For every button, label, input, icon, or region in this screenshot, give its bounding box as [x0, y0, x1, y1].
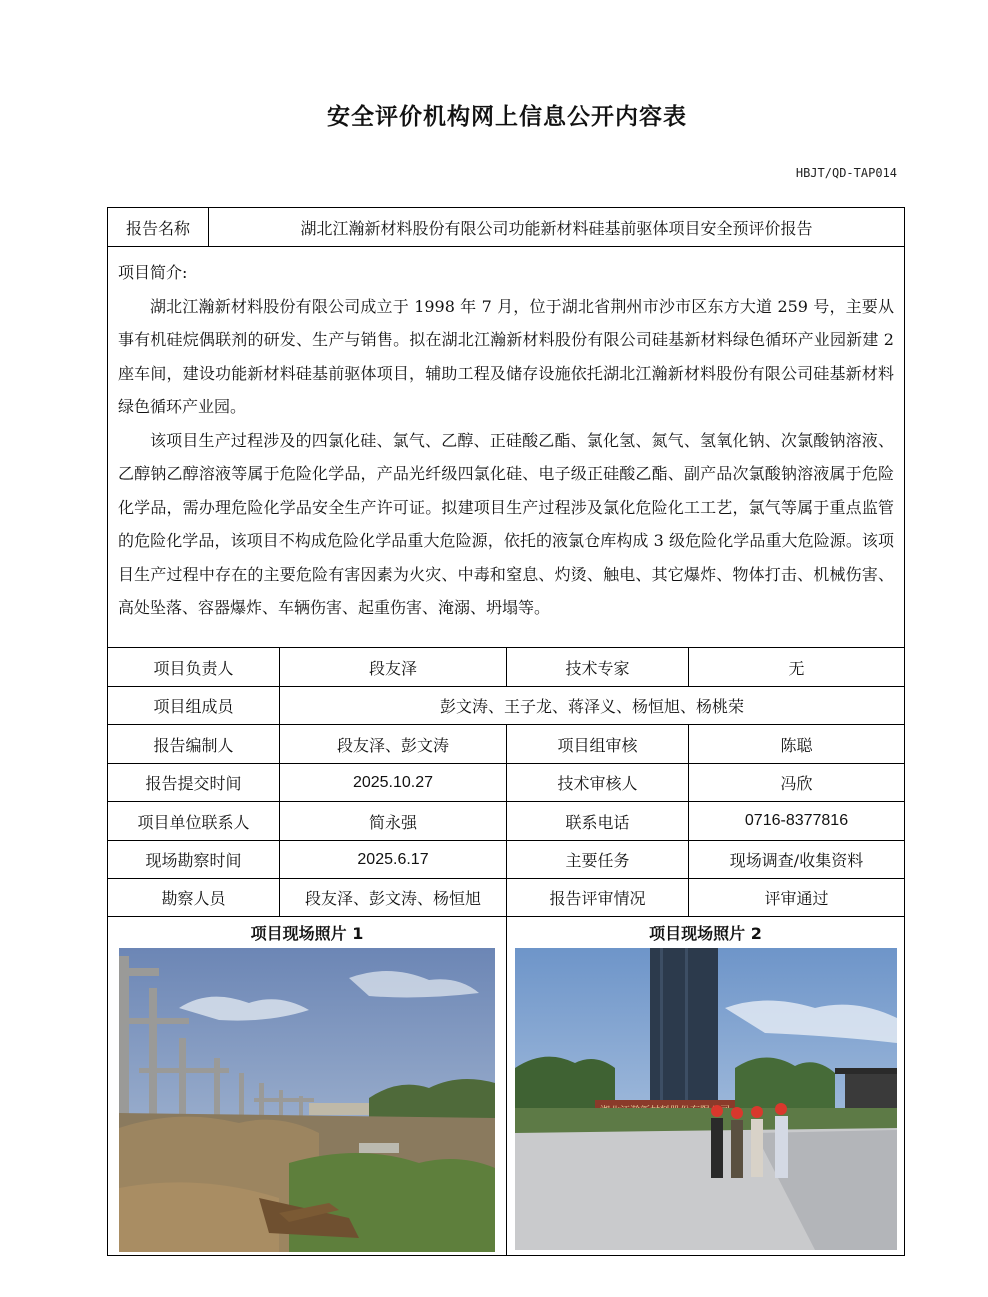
members-value: 彭文涛、王子龙、蒋泽义、杨恒旭、杨桃荣: [439, 697, 744, 716]
review-value: 陈聪: [780, 735, 813, 755]
page-title: 安全评价机构网上信息公开内容表: [327, 104, 687, 130]
expert-label: 技术专家: [565, 658, 630, 678]
submit-value: 2025.10.27: [352, 773, 434, 791]
editor-value: 段友泽、彭文涛: [336, 735, 449, 755]
eval-label: 报告评审情况: [549, 889, 646, 908]
survey-time-label: 现场勘察时间: [145, 851, 242, 870]
contact-value: 简永强: [368, 812, 417, 832]
project-intro: [118, 256, 894, 625]
rule: [506, 916, 507, 1256]
surveyors-label: 勘察人员: [161, 889, 226, 908]
phone-value: 0716-8377816: [744, 812, 849, 829]
photo-1-title: 项目现场照片 1: [250, 924, 364, 943]
leader-value: 段友泽: [368, 658, 417, 678]
intro-paragraph-1: 湖北江瀚新材料股份有限公司成立于 1998 年 7 月，位于湖北省荆州市沙市区东方大道 259 号，主要从事有机硅烷偶联剂的研发、生产与销售。拟在湖北江瀚新材料股份有限公司硅基新材料绿色循环产业园新建 2 座车间，建设功能新材料硅基前驱体项目，辅助工程及储存设施依托湖北江瀚新材料股份有限公司硅基新材料绿色循环产业园。: [118, 296, 894, 416]
review-label: 项目组审核: [557, 735, 638, 755]
photo-2-title: 项目现场照片 2: [649, 924, 762, 943]
surveyors-value: 段友泽、彭文涛、杨恒旭: [304, 889, 481, 908]
report-name-label: 报告名称: [125, 218, 190, 238]
survey-time-value: 2025.6.17: [357, 850, 429, 868]
rule: [107, 246, 905, 247]
editor-label: 报告编制人: [153, 735, 234, 755]
phone-label: 联系电话: [565, 812, 630, 832]
report-name: 湖北江瀚新材料股份有限公司功能新材料硅基前驱体项目安全预评价报告: [300, 218, 813, 238]
document-number: HBJT/QD-TAP014: [795, 166, 897, 180]
intro-label: 项目简介:: [118, 263, 188, 282]
site-photo-2: [515, 948, 897, 1250]
contact-label: 项目单位联系人: [137, 812, 250, 832]
submit-label: 报告提交时间: [145, 774, 242, 793]
members-label: 项目组成员: [153, 697, 234, 716]
leader-label: 项目负责人: [153, 658, 234, 678]
task-value: 现场调查/收集资料: [729, 851, 864, 870]
site-photo-1: [119, 948, 495, 1252]
intro-paragraph-2: 该项目生产过程涉及的四氯化硅、氯气、乙醇、正硅酸乙酯、氯化氢、氮气、氢氧化钠、次氯酸钠溶液、乙醇钠乙醇溶液等属于危险化学品，产品光纤级四氯化硅、电子级正硅酸乙酯、副产品次氯酸钠溶液属于危险化学品，需办理危险化学品安全生产许可证。拟建项目生产过程涉及氯化危险化工工艺，氯气等属于重点监管的危险化学品，该项目不构成危险化学品重大危险源，依托的液氯仓库构成 3 级危险化学品重大危险源。该项目生产过程中存在的主要危险有害因素为火灾、中毒和窒息、灼烫、触电、其它爆炸、物体打击、机械伤害、高处坠落、容器爆炸、车辆伤害、起重伤害、淹溺、坍塌等。: [118, 430, 894, 617]
tech-review-label: 技术审核人: [557, 774, 638, 793]
task-label: 主要任务: [565, 851, 630, 870]
tech-review-value: 冯欣: [780, 774, 813, 793]
expert-value: 无: [788, 658, 805, 678]
eval-value: 评审通过: [764, 889, 829, 908]
